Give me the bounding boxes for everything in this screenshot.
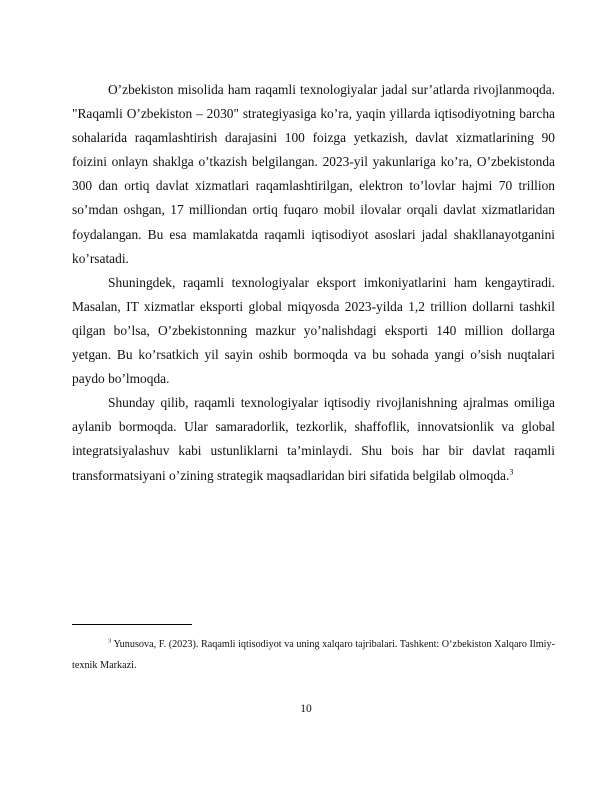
footnote-text: Yunusova, F. (2023). Raqamli iqtisodiyot va uning xalqaro tajribalari. Tashkent: O‘zbekiston Xalqaro Ilmiy-texnik Markazi. xyxy=(72,639,555,671)
paragraph-3-text: Shunday qilib, raqamli texnologiyalar iqtisodiy rivojlanishning ajralmas omiliga aylanib bormoqda. Ular samaradorlik, tezkorlik, shaffoflik, innovatsionlik va global integratsiyalashuv kabi ustunliklarni ta’minlaydi. Shu bois har bir davlat raqamli transformatsiyani o’zining strategik maqsadlaridan biri sifatida belgilab olmoqda. xyxy=(72,395,555,483)
footnote-reference[interactable]: 3 xyxy=(509,467,514,477)
paragraph-2: Shuningdek, raqamli texnologiyalar eksport imkoniyatlarini ham kengaytiradi. Masalan, IT xizmatlar eksporti global miqyosda 2023-yilda 1,2 trillion dollarni tashkil qilgan bo’lsa, O’zbekistonning mazkur yo’nalishdagi eksporti 140 million dollarga yetgan. Bu ko’rsatkich yil sayin oshib bormoqda va bu sohada yangi o’sish nuqtalari paydo bo’lmoqda. xyxy=(72,274,555,387)
footnote-marker: 3 xyxy=(108,637,112,645)
paragraph-1: O’zbekiston misolida ham raqamli texnologiyalar jadal sur’atlarda rivojlanmoqda. "Raqamli O’zbekiston – 2030" strategiyasiga ko’ra, yaqin yillarda iqtisodiyotning barcha sohalarida raqamlashtirish darajasini 100 foizga yetkazish, davlat xizmatlarining 90 foizini onlayn shaklga o’tkazish belgilangan. 2023-yil yakunlariga ko’ra, O’zbekistonda 300 dan ortiq davlat xizmatlari raqamlashtirilgan, elektron to’lovlar hajmi 70 trillion so’mdan oshgan, 17 milliondan ortiq fuqaro mobil ilovalar orqali davlat xizmatlaridan foydalangan. Bu esa mamlakatda raqamli iqtisodiyot asoslari jadal shakllanayotganini ko’rsatadi. xyxy=(72,82,555,266)
footnote xyxy=(72,635,555,676)
body-text xyxy=(72,78,555,488)
paragraph-3 xyxy=(72,391,555,487)
footnote-separator xyxy=(72,624,192,625)
page-number: 10 xyxy=(300,703,312,715)
